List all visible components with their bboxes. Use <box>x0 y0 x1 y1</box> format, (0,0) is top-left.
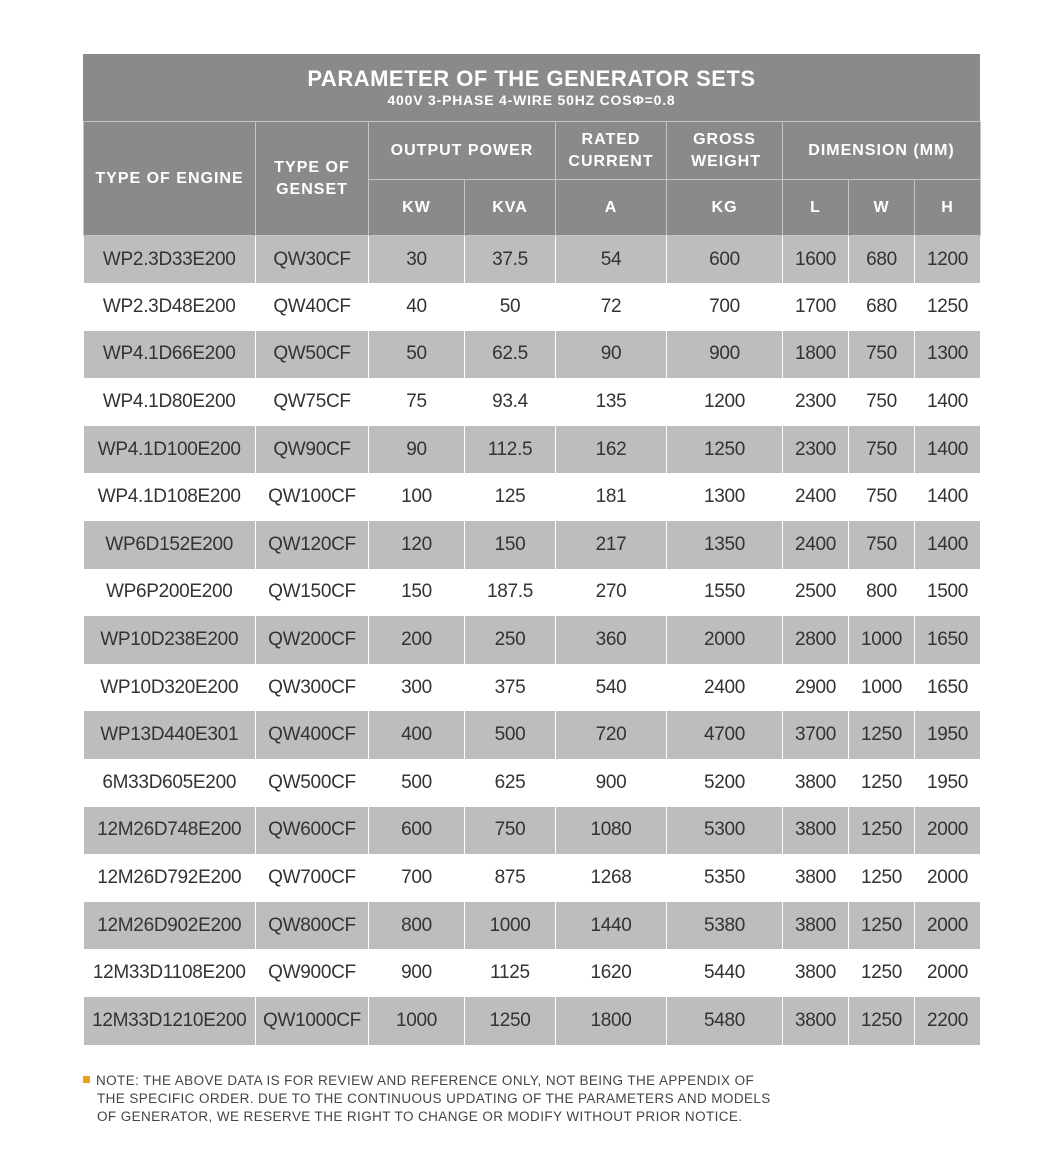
cell-engine: WP13D440E301 <box>84 711 256 759</box>
cell-length: 3800 <box>783 854 849 902</box>
cell-kw: 75 <box>369 378 465 426</box>
cell-weight: 1200 <box>667 378 783 426</box>
cell-engine: WP2.3D33E200 <box>84 236 256 284</box>
cell-engine: WP10D320E200 <box>84 664 256 712</box>
cell-genset: QW40CF <box>256 283 369 331</box>
cell-genset: QW90CF <box>256 426 369 474</box>
cell-kva: 112.5 <box>465 426 556 474</box>
cell-height: 1650 <box>915 664 981 712</box>
table-row <box>84 521 981 569</box>
cell-kw: 500 <box>369 759 465 807</box>
cell-kw: 100 <box>369 473 465 521</box>
cell-height: 2200 <box>915 997 981 1045</box>
cell-width: 1000 <box>849 664 915 712</box>
disclaimer-note <box>83 1072 843 1126</box>
table-row <box>84 949 981 997</box>
cell-kva: 750 <box>465 807 556 855</box>
cell-kva: 37.5 <box>465 236 556 284</box>
cell-width: 750 <box>849 378 915 426</box>
cell-genset: QW75CF <box>256 378 369 426</box>
cell-width: 1250 <box>849 807 915 855</box>
cell-height: 2000 <box>915 902 981 950</box>
cell-engine: 12M26D902E200 <box>84 902 256 950</box>
note-line-1 <box>83 1072 843 1090</box>
cell-kw: 200 <box>369 616 465 664</box>
cell-height: 1400 <box>915 521 981 569</box>
table-row <box>84 331 981 379</box>
cell-length: 3800 <box>783 997 849 1045</box>
cell-genset: QW100CF <box>256 473 369 521</box>
cell-genset: QW1000CF <box>256 997 369 1045</box>
cell-height: 1300 <box>915 331 981 379</box>
cell-height: 2000 <box>915 854 981 902</box>
cell-current: 54 <box>556 236 667 284</box>
cell-height: 1950 <box>915 711 981 759</box>
header-l: L <box>783 180 849 236</box>
cell-length: 1600 <box>783 236 849 284</box>
cell-height: 2000 <box>915 949 981 997</box>
header-w: W <box>849 180 915 236</box>
header-kva: KVA <box>465 180 556 236</box>
cell-engine: 12M26D748E200 <box>84 807 256 855</box>
note-text-1: NOTE: THE ABOVE DATA IS FOR REVIEW AND REFERENCE ONLY, NOT BEING THE APPENDIX OF <box>96 1073 755 1088</box>
cell-kva: 1000 <box>465 902 556 950</box>
cell-engine: 12M33D1210E200 <box>84 997 256 1045</box>
cell-genset: QW900CF <box>256 949 369 997</box>
cell-width: 750 <box>849 426 915 474</box>
header-gross-weight: GROSS WEIGHT <box>667 122 783 180</box>
table-row <box>84 283 981 331</box>
cell-height: 2000 <box>915 807 981 855</box>
cell-height: 1400 <box>915 426 981 474</box>
cell-current: 360 <box>556 616 667 664</box>
cell-weight: 1250 <box>667 426 783 474</box>
cell-weight: 4700 <box>667 711 783 759</box>
cell-length: 3700 <box>783 711 849 759</box>
cell-genset: QW500CF <box>256 759 369 807</box>
cell-kva: 1125 <box>465 949 556 997</box>
cell-weight: 5300 <box>667 807 783 855</box>
cell-engine: WP10D238E200 <box>84 616 256 664</box>
cell-current: 1440 <box>556 902 667 950</box>
cell-engine: WP4.1D80E200 <box>84 378 256 426</box>
cell-weight: 700 <box>667 283 783 331</box>
cell-current: 900 <box>556 759 667 807</box>
cell-length: 2300 <box>783 378 849 426</box>
cell-kva: 500 <box>465 711 556 759</box>
table-row <box>84 854 981 902</box>
cell-engine: 12M33D1108E200 <box>84 949 256 997</box>
note-line-2: THE SPECIFIC ORDER. DUE TO THE CONTINUOUS UPDATING OF THE PARAMETERS AND MODELS <box>97 1091 771 1106</box>
cell-length: 3800 <box>783 949 849 997</box>
cell-current: 1800 <box>556 997 667 1045</box>
cell-weight: 1300 <box>667 473 783 521</box>
cell-current: 1620 <box>556 949 667 997</box>
cell-width: 680 <box>849 283 915 331</box>
note-line-3: OF GENERATOR, WE RESERVE THE RIGHT TO CHANGE OR MODIFY WITHOUT PRIOR NOTICE. <box>97 1109 743 1124</box>
cell-width: 1250 <box>849 949 915 997</box>
cell-kva: 875 <box>465 854 556 902</box>
cell-width: 1250 <box>849 854 915 902</box>
cell-current: 1080 <box>556 807 667 855</box>
cell-height: 1400 <box>915 473 981 521</box>
cell-height: 1950 <box>915 759 981 807</box>
cell-height: 1500 <box>915 569 981 617</box>
generator-parameter-table <box>83 121 981 1045</box>
cell-genset: QW30CF <box>256 236 369 284</box>
table-row <box>84 236 981 284</box>
cell-weight: 5440 <box>667 949 783 997</box>
cell-height: 1250 <box>915 283 981 331</box>
cell-kva: 150 <box>465 521 556 569</box>
cell-weight: 2000 <box>667 616 783 664</box>
cell-current: 270 <box>556 569 667 617</box>
cell-genset: QW400CF <box>256 711 369 759</box>
cell-height: 1650 <box>915 616 981 664</box>
cell-width: 750 <box>849 521 915 569</box>
cell-length: 3800 <box>783 759 849 807</box>
cell-length: 2400 <box>783 473 849 521</box>
header-kw: KW <box>369 180 465 236</box>
cell-kva: 187.5 <box>465 569 556 617</box>
cell-kw: 800 <box>369 902 465 950</box>
cell-engine: WP4.1D100E200 <box>84 426 256 474</box>
cell-genset: QW120CF <box>256 521 369 569</box>
cell-length: 2900 <box>783 664 849 712</box>
cell-length: 3800 <box>783 807 849 855</box>
table-row <box>84 807 981 855</box>
table-row <box>84 711 981 759</box>
header-dimension: DIMENSION (MM) <box>783 122 981 180</box>
cell-kva: 375 <box>465 664 556 712</box>
cell-kw: 700 <box>369 854 465 902</box>
cell-genset: QW300CF <box>256 664 369 712</box>
table-row <box>84 426 981 474</box>
cell-genset: QW50CF <box>256 331 369 379</box>
cell-length: 1800 <box>783 331 849 379</box>
header-kg: KG <box>667 180 783 236</box>
cell-weight: 5200 <box>667 759 783 807</box>
header-a: A <box>556 180 667 236</box>
cell-width: 750 <box>849 331 915 379</box>
cell-weight: 1550 <box>667 569 783 617</box>
table-row <box>84 759 981 807</box>
cell-current: 135 <box>556 378 667 426</box>
cell-current: 540 <box>556 664 667 712</box>
cell-width: 1250 <box>849 711 915 759</box>
cell-width: 1250 <box>849 997 915 1045</box>
cell-kw: 400 <box>369 711 465 759</box>
table-title: PARAMETER OF THE GENERATOR SETS <box>307 66 756 91</box>
cell-kva: 1250 <box>465 997 556 1045</box>
cell-weight: 2400 <box>667 664 783 712</box>
cell-kw: 600 <box>369 807 465 855</box>
cell-kva: 50 <box>465 283 556 331</box>
cell-weight: 5380 <box>667 902 783 950</box>
cell-kva: 125 <box>465 473 556 521</box>
cell-current: 72 <box>556 283 667 331</box>
cell-width: 1000 <box>849 616 915 664</box>
cell-width: 750 <box>849 473 915 521</box>
cell-kw: 30 <box>369 236 465 284</box>
table-subtitle: 400V 3-PHASE 4-WIRE 50HZ COSΦ=0.8 <box>387 92 676 108</box>
cell-current: 217 <box>556 521 667 569</box>
cell-engine: WP4.1D108E200 <box>84 473 256 521</box>
table-banner <box>83 54 980 121</box>
cell-length: 2800 <box>783 616 849 664</box>
cell-engine: WP6P200E200 <box>84 569 256 617</box>
cell-kw: 40 <box>369 283 465 331</box>
cell-width: 800 <box>849 569 915 617</box>
cell-engine: 6M33D605E200 <box>84 759 256 807</box>
cell-kw: 900 <box>369 949 465 997</box>
cell-width: 680 <box>849 236 915 284</box>
table-row <box>84 378 981 426</box>
cell-kw: 90 <box>369 426 465 474</box>
table-row <box>84 616 981 664</box>
cell-length: 2500 <box>783 569 849 617</box>
header-rated-current: RATED CURRENT <box>556 122 667 180</box>
table-row <box>84 664 981 712</box>
generator-parameter-sheet <box>83 54 980 1045</box>
cell-length: 3800 <box>783 902 849 950</box>
cell-kva: 625 <box>465 759 556 807</box>
cell-current: 181 <box>556 473 667 521</box>
cell-kw: 120 <box>369 521 465 569</box>
cell-length: 1700 <box>783 283 849 331</box>
cell-weight: 900 <box>667 331 783 379</box>
cell-current: 720 <box>556 711 667 759</box>
cell-kw: 50 <box>369 331 465 379</box>
cell-weight: 5480 <box>667 997 783 1045</box>
table-row <box>84 902 981 950</box>
cell-weight: 600 <box>667 236 783 284</box>
cell-genset: QW200CF <box>256 616 369 664</box>
cell-engine: 12M26D792E200 <box>84 854 256 902</box>
table-row <box>84 473 981 521</box>
cell-genset: QW700CF <box>256 854 369 902</box>
cell-kva: 62.5 <box>465 331 556 379</box>
cell-height: 1400 <box>915 378 981 426</box>
cell-kva: 250 <box>465 616 556 664</box>
cell-genset: QW800CF <box>256 902 369 950</box>
table-row <box>84 569 981 617</box>
cell-genset: QW150CF <box>256 569 369 617</box>
cell-kva: 93.4 <box>465 378 556 426</box>
cell-weight: 5350 <box>667 854 783 902</box>
header-engine: TYPE OF ENGINE <box>84 122 256 236</box>
cell-engine: WP2.3D48E200 <box>84 283 256 331</box>
table-body <box>84 236 981 1045</box>
cell-genset: QW600CF <box>256 807 369 855</box>
table-row <box>84 997 981 1045</box>
header-output-power: OUTPUT POWER <box>369 122 556 180</box>
cell-kw: 1000 <box>369 997 465 1045</box>
cell-current: 162 <box>556 426 667 474</box>
cell-width: 1250 <box>849 902 915 950</box>
cell-length: 2300 <box>783 426 849 474</box>
cell-height: 1200 <box>915 236 981 284</box>
cell-kw: 300 <box>369 664 465 712</box>
cell-kw: 150 <box>369 569 465 617</box>
cell-current: 90 <box>556 331 667 379</box>
cell-width: 1250 <box>849 759 915 807</box>
cell-engine: WP4.1D66E200 <box>84 331 256 379</box>
header-genset: TYPE OF GENSET <box>256 122 369 236</box>
header-h: H <box>915 180 981 236</box>
cell-engine: WP6D152E200 <box>84 521 256 569</box>
note-bullet-icon <box>83 1076 90 1083</box>
cell-weight: 1350 <box>667 521 783 569</box>
cell-length: 2400 <box>783 521 849 569</box>
cell-current: 1268 <box>556 854 667 902</box>
